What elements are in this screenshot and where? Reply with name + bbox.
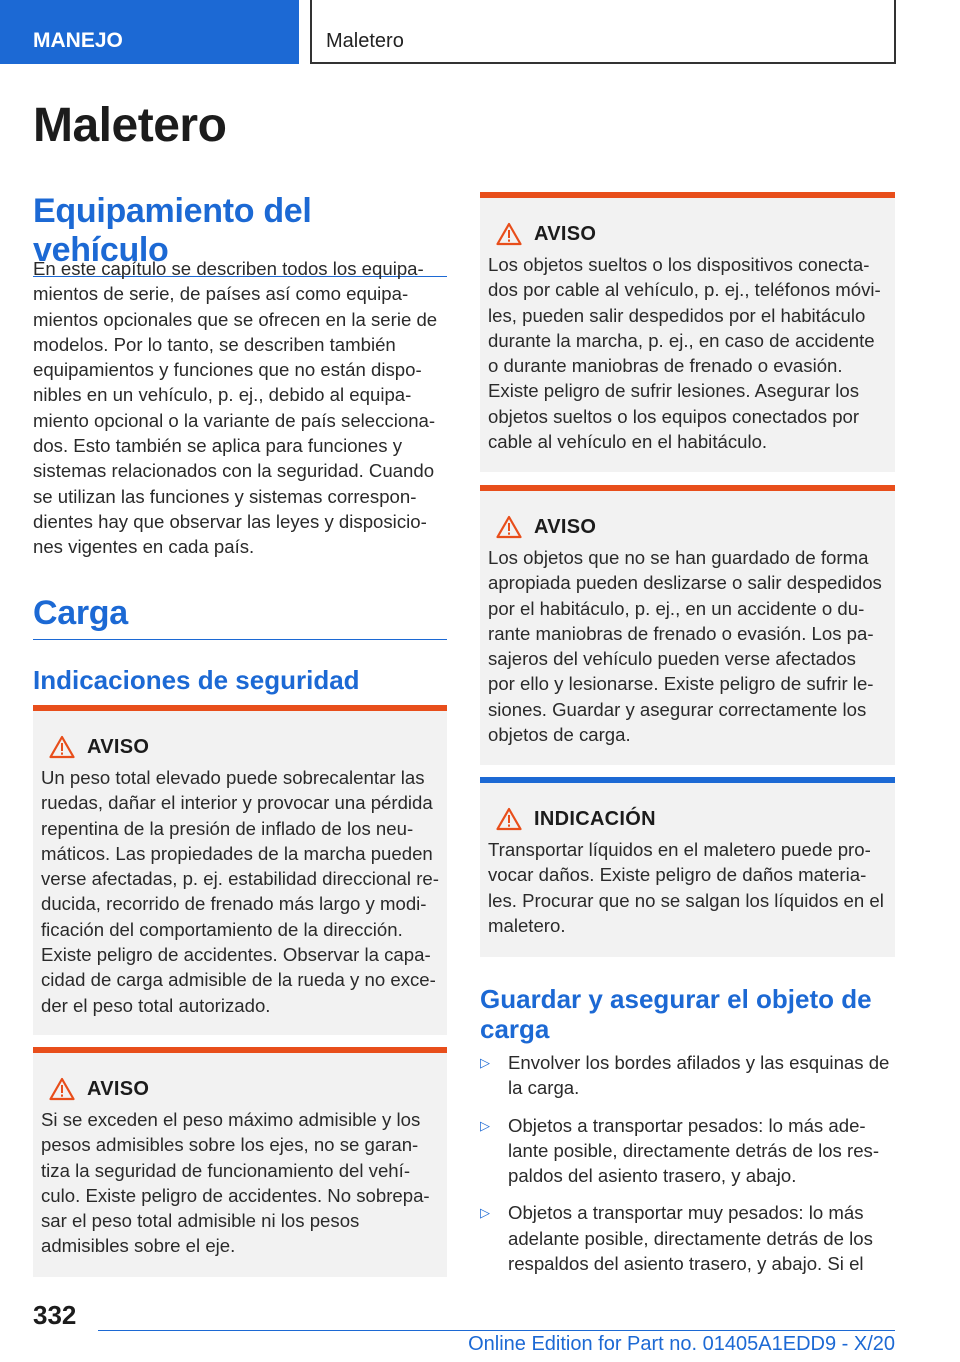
footer-divider bbox=[98, 1330, 895, 1331]
note-label: INDICACIÓN bbox=[534, 807, 656, 830]
warning-triangle-icon bbox=[496, 515, 522, 539]
page-title: Maletero bbox=[33, 99, 227, 152]
triangle-bullet-icon: ▷ bbox=[480, 1117, 490, 1133]
heading-carga: Carga bbox=[33, 594, 447, 640]
section-tab: MANEJO bbox=[0, 0, 299, 64]
heading-equipamiento: Equipamiento del vehículo bbox=[33, 192, 447, 277]
warning-box-weight bbox=[33, 705, 447, 1035]
warning-triangle-icon bbox=[49, 735, 75, 759]
warning-triangle-icon bbox=[496, 222, 522, 246]
warning-text: Un peso total elevado puede sobrecalentar las ruedas, dañar el interior y provocar una pérdida repentina de la presión de inflado de los neu-máticos. Las propiedades de la marcha pueden verse afectadas, p. ej. estabilidad direccional re-ducida, recorrido de frenado más largo y modi-ficación del comportamiento de la dirección. Existe peligro de accidentes. Observar la capa-cidad de carga admisible de la rueda y no exce-der el peso total autorizado. bbox=[41, 767, 439, 1016]
list-item: ▷ Envolver los bordes afilados y las esquinas de la carga. bbox=[480, 1052, 890, 1099]
heading-indicaciones-seguridad: Indicaciones de seguridad bbox=[33, 665, 360, 695]
topic-tab: Maletero bbox=[310, 0, 896, 64]
page-number: 332 bbox=[33, 1300, 77, 1330]
warning-triangle-icon bbox=[49, 1077, 75, 1101]
footer-edition: Online Edition for Part no. 01405A1EDD9 - X/20 bbox=[468, 1333, 895, 1355]
warning-box-stowed-objects bbox=[480, 485, 895, 765]
instruction-list bbox=[480, 1050, 895, 1288]
warning-label: AVISO bbox=[534, 515, 597, 538]
warning-text: Los objetos que no se han guardado de forma apropiada pueden deslizarse o salir despedidos por el habitáculo, p. ej., en un accidente o du-rante maniobras de frenado o evasión. Los pa-sajeros del vehículo pueden verse afectados por ello y lesionarse. Existe peligro de sufrir le-siones. Guardar y asegurar correctamente los objetos de carga. bbox=[488, 547, 882, 746]
warning-triangle-icon bbox=[496, 807, 522, 831]
warning-label: AVISO bbox=[534, 222, 597, 245]
warning-text: Si se exceden el peso máximo admisible y los pesos admisibles sobre los ejes, no se garan-tiza la seguridad de funcionamiento del vehí-culo. Existe peligro de accidentes. No sobrepa-sar el peso total admisible ni los pesos admisibles sobre el eje. bbox=[41, 1109, 430, 1257]
heading-guardar-asegurar: Guardar y asegurar el objeto de carga bbox=[480, 984, 872, 1044]
note-text: Transportar líquidos en el maletero puede pro-vocar daños. Existe peligro de daños materia-les. Procurar que no se salgan los líquidos en el maletero. bbox=[488, 839, 884, 936]
note-box-liquids bbox=[480, 777, 895, 957]
warning-text: Los objetos sueltos o los dispositivos conecta-dos por cable al vehículo, p. ej., teléfonos móvi-les, pueden salir despedidos por el habitáculo durante la marcha, p. ej., en caso de accidente o durante maniobras de frenado o evasión. Existe peligro de sufrir lesiones. Asegurar los objetos sueltos o los equipos conectados por cable al vehículo en el habitáculo. bbox=[488, 254, 881, 453]
equipamiento-paragraph: En este capítulo se describen todos los equipa-mientos de serie, de países así como equipa-mientos opcionales que se ofrecen en la serie de modelos. Por lo tanto, se describen también equipamientos y funciones que no están dispo-nibles en un vehículo, p. ej., debido al equipa-miento opcional o la variante de país selecciona-dos. Esto también se aplica para funciones y sistemas relacionados con la seguridad. Cuando se utilizan las funciones y sistemas correspon-dientes hay que observar las leyes y disposicio-nes vigentes en cada país. bbox=[33, 258, 438, 558]
triangle-bullet-icon: ▷ bbox=[480, 1055, 490, 1070]
warning-box-loose-objects bbox=[480, 192, 895, 472]
list-item: ▷ Objetos a transportar muy pesados: lo más adelante posible, directamente detrás de los respaldos del asiento trasero, y abajo. Si el bbox=[480, 1202, 873, 1275]
warning-label: AVISO bbox=[87, 735, 150, 758]
triangle-bullet-icon: ▷ bbox=[480, 1205, 490, 1221]
list-item: ▷ Objetos a transportar pesados: lo más ade-lante posible, directamente detrás de los res-paldos del asiento trasero, y abajo. bbox=[480, 1114, 880, 1187]
warning-box-axle bbox=[33, 1047, 447, 1277]
warning-label: AVISO bbox=[87, 1077, 150, 1100]
